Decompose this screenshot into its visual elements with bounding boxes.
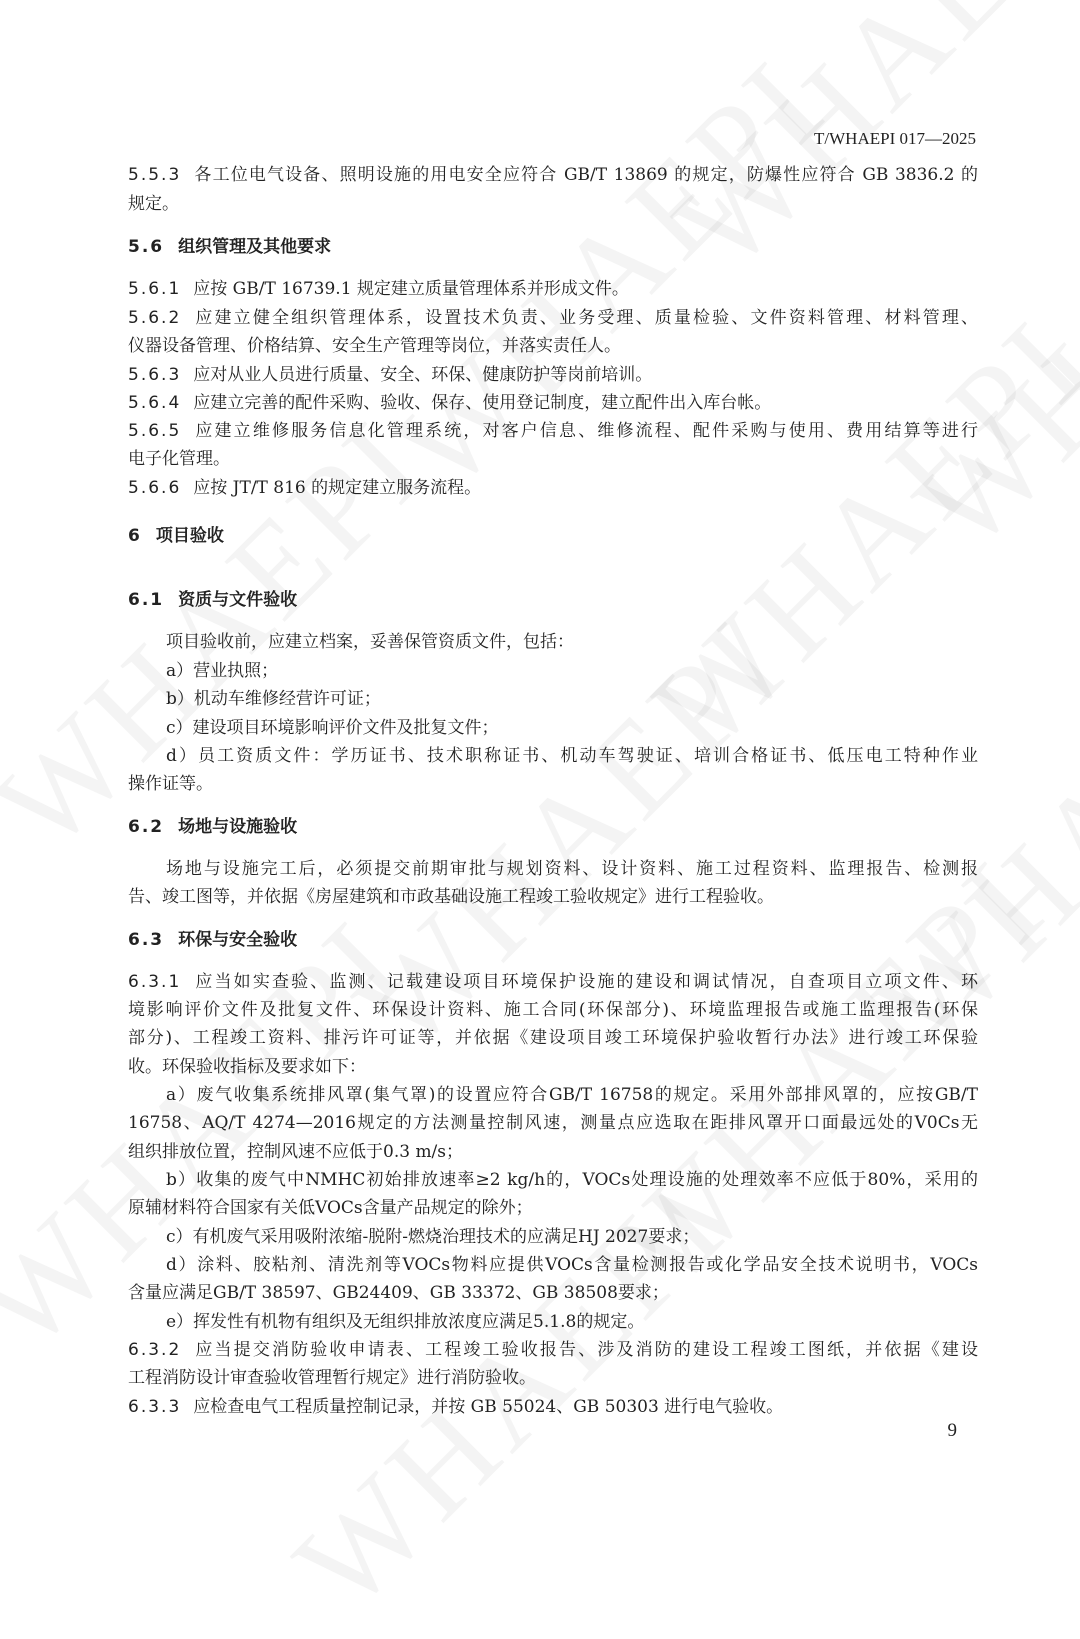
item-d-line2: 含量应满足GB/T 38597、GB24409、GB 33372、GB 38508要求； xyxy=(128,1283,669,1303)
clause-6-3-1-line4: 收。环保验收指标及要求如下： xyxy=(128,1057,366,1077)
clause-number: 6.3.3 xyxy=(128,1397,182,1417)
clause-5-6-4 xyxy=(128,389,978,417)
chapter-number: 6 xyxy=(128,526,142,546)
item-a-line3: 组织排放位置，控制风速不应低于0.3 m/s； xyxy=(128,1142,464,1162)
item-e: e）挥发性有机物有组织及无组织排放浓度应满足5.1.8的规定。 xyxy=(166,1312,645,1332)
clause-text: 应建立完善的配件采购、验收、保存、使用登记制度，建立配件出入库台帐。 xyxy=(193,393,772,413)
list-item-d-line2: 操作证等。 xyxy=(128,774,213,794)
clause-5-6-5-line2: 电子化管理。 xyxy=(128,449,230,469)
item-d-line1: d）涂料、胶粘剂、清洗剂等VOCs物料应提供VOCs含量检测报告或化学品安全技术说明书，VOCs xyxy=(166,1255,978,1275)
clause-5-6-2-line1 xyxy=(128,304,978,332)
item-b-line2: 原辅材料符合国家有关低VOCs含量产品规定的除外； xyxy=(128,1198,533,1218)
section-heading-5-6 xyxy=(128,233,978,261)
clause-5-6-5-line1 xyxy=(128,417,978,445)
section-heading-6-2 xyxy=(128,813,978,841)
chapter-heading-6 xyxy=(128,522,978,550)
clause-text: 应按 GB/T 16739.1 规定建立质量管理体系并形成文件。 xyxy=(193,279,629,299)
item-b-line1: b）收集的废气中NMHC初始排放速率≥2 kg/h的，VOCs处理设施的处理效率不应低于80%，采用的 xyxy=(166,1170,978,1190)
clause-text: 应对从业人员进行质量、安全、环保、健康防护等岗前培训。 xyxy=(193,365,653,385)
standard-code: T/WHAEPI 017—2025 xyxy=(814,129,976,148)
list-item-a: a）营业执照； xyxy=(166,661,279,681)
section-heading-6-3 xyxy=(128,926,978,954)
clause-number: 6.3.2 xyxy=(128,1340,182,1360)
clause-text: 应建立健全组织管理体系，设置技术负责、业务受理、质量检验、文件资料管理、材料管理、 xyxy=(193,308,978,328)
clause-number: 5.6.1 xyxy=(128,279,182,299)
section-title: 组织管理及其他要求 xyxy=(178,237,332,257)
clause-text: 应当如实查验、监测、记载建设项目环境保护设施的建设和调试情况，自查项目立项文件、环 xyxy=(193,972,978,992)
clause-text: 应按 JT/T 816 的规定建立服务流程。 xyxy=(193,478,482,498)
clause-text: 应当提交消防验收申请表、工程竣工验收报告、涉及消防的建设工程竣工图纸，并依据《建设 xyxy=(193,1340,978,1360)
clause-text: 应检查电气工程质量控制记录，并按 GB 55024、GB 50303 进行电气验收。 xyxy=(193,1397,784,1417)
page-number: 9 xyxy=(947,1420,957,1441)
clause-6-3-2-line1 xyxy=(128,1336,978,1364)
clause-number: 5.6.6 xyxy=(128,478,182,498)
section-title: 资质与文件验收 xyxy=(178,590,298,610)
section-title: 环保与安全验收 xyxy=(178,930,298,950)
clause-6-3-1-line2: 境影响评价文件及批复文件、环保设计资料、施工合同(环保部分)、环境监理报告或施工监理报告(环保 xyxy=(128,1000,978,1020)
clause-6-3-3 xyxy=(128,1393,978,1421)
section-number: 5.6 xyxy=(128,237,165,257)
section-number: 6.1 xyxy=(128,590,165,610)
clause-number: 5.5.3 xyxy=(128,165,182,185)
clause-5-5-3-line1 xyxy=(128,161,978,189)
paragraph-6-2-line2: 告、竣工图等，并依据《房屋建筑和市政基础设施工程竣工验收规定》进行工程验收。 xyxy=(128,887,774,907)
paragraph-6-2-line1: 场地与设施完工后，必须提交前期审批与规划资料、设计资料、施工过程资料、监理报告、检测报 xyxy=(166,859,978,879)
section-heading-6-1 xyxy=(128,586,978,614)
section-title: 场地与设施验收 xyxy=(178,817,298,837)
clause-number: 5.6.5 xyxy=(128,421,182,441)
clause-6-3-1-line1 xyxy=(128,968,978,996)
clause-5-6-1 xyxy=(128,275,978,303)
clause-number: 5.6.3 xyxy=(128,365,182,385)
section-number: 6.3 xyxy=(128,930,165,950)
clause-number: 6.3.1 xyxy=(128,972,182,992)
clause-5-6-6 xyxy=(128,474,978,502)
clause-text: 各工位电气设备、照明设施的用电安全应符合 GB/T 13869 的规定，防爆性应符合 GB 3836.2 的 xyxy=(193,165,978,185)
item-c: c）有机废气采用吸附浓缩-脱附-燃烧治理技术的应满足HJ 2027要求； xyxy=(166,1227,700,1247)
clause-6-3-2-line2: 工程消防设计审查验收管理暂行规定》进行消防验收。 xyxy=(128,1368,536,1388)
clause-6-3-1-line3: 部分)、工程竣工资料、排污许可证等，并依据《建设项目竣工环境保护验收暂行办法》进行竣工环保验 xyxy=(128,1028,978,1048)
section-number: 6.2 xyxy=(128,817,165,837)
list-item-d-line1: d）员工资质文件：学历证书、技术职称证书、机动车驾驶证、培训合格证书、低压电工特种作业 xyxy=(166,746,978,766)
item-a-line2: 16758、AQ/T 4274—2016规定的方法测量控制风速，测量点应选取在距排风罩开口面最远处的V0Cs无 xyxy=(128,1113,978,1133)
clause-number: 5.6.2 xyxy=(128,308,182,328)
chapter-title: 项目验收 xyxy=(155,526,224,546)
list-item-c: c）建设项目环境影响评价文件及批复文件； xyxy=(166,718,499,738)
clause-5-6-2-line2: 仪器设备管理、价格结算、安全生产管理等岗位，并落实责任人。 xyxy=(128,336,621,356)
item-a-line1: a）废气收集系统排风罩(集气罩)的设置应符合GB/T 16758的规定。采用外部排风罩的，应按GB/T xyxy=(166,1085,978,1105)
clause-5-5-3-line2: 规定。 xyxy=(128,194,179,214)
paragraph-6-1-intro: 项目验收前，应建立档案，妥善保管资质文件，包括： xyxy=(166,632,574,652)
clause-text: 应建立维修服务信息化管理系统，对客户信息、维修流程、配件采购与使用、费用结算等进行 xyxy=(193,421,978,441)
list-item-b: b）机动车维修经营许可证； xyxy=(166,689,381,709)
clause-5-6-3 xyxy=(128,361,978,389)
clause-number: 5.6.4 xyxy=(128,393,182,413)
